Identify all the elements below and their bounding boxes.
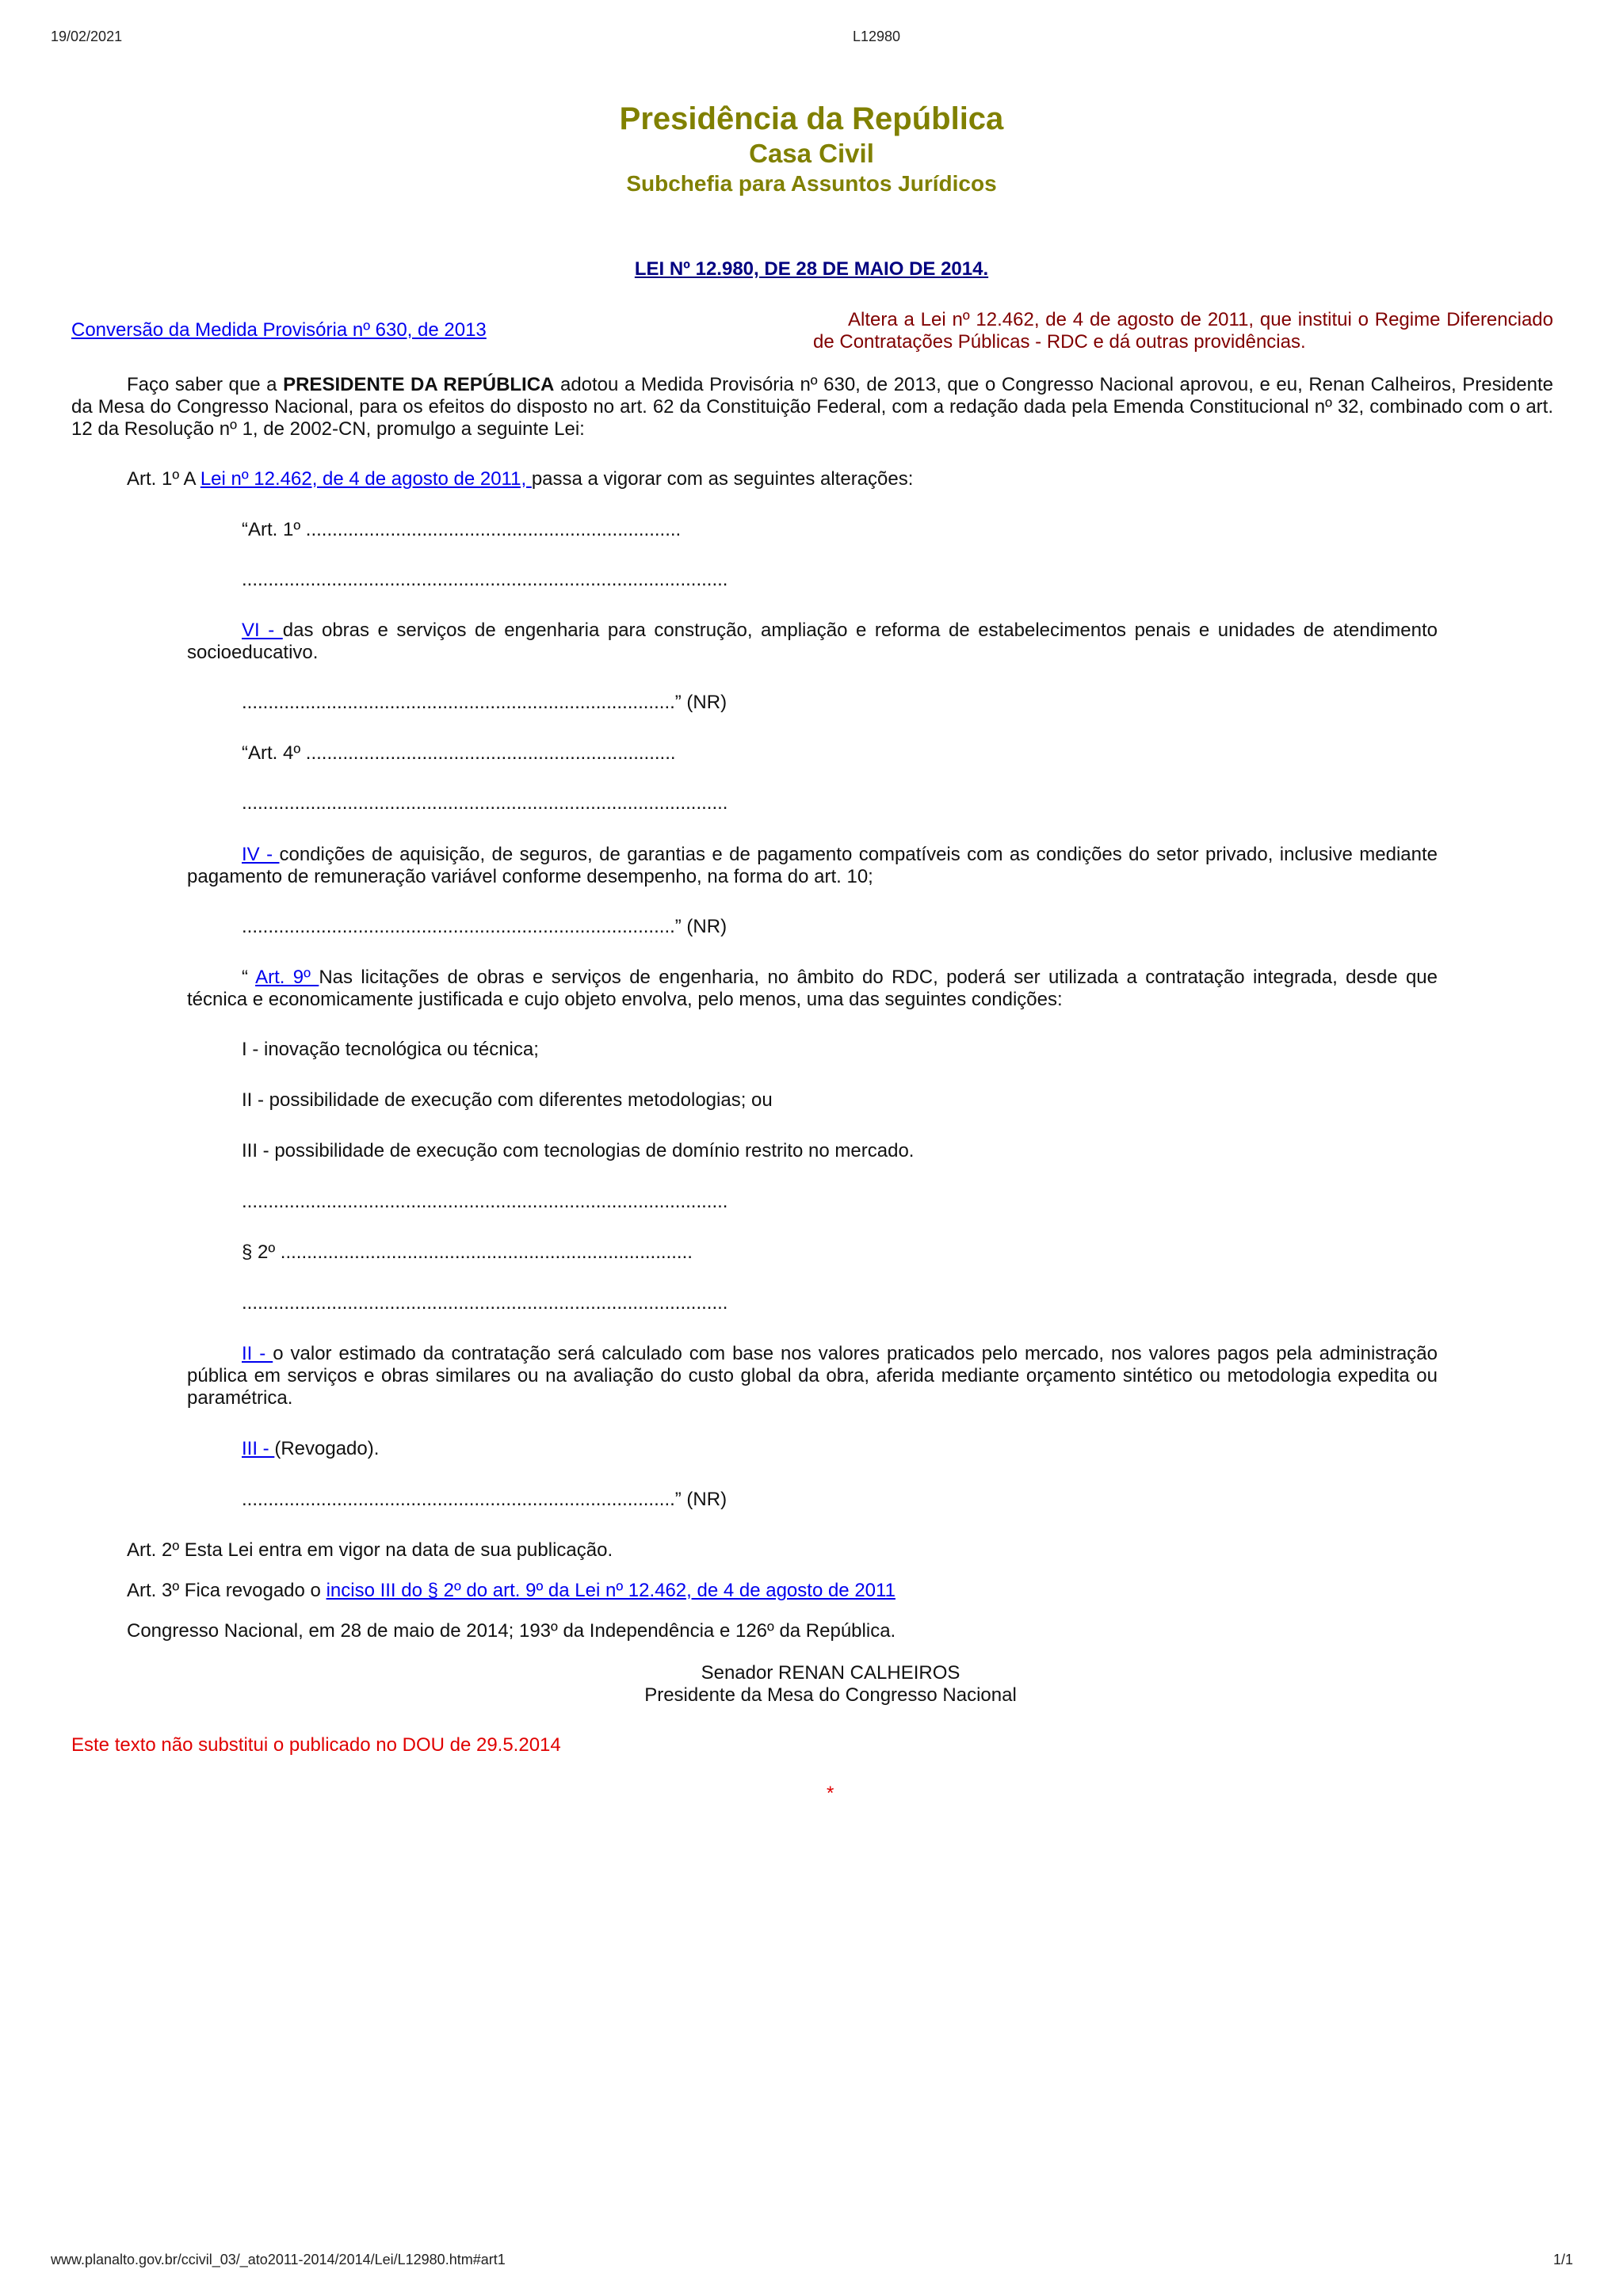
inciso-i: I - inovação tecnológica ou técnica; — [242, 1039, 539, 1060]
dou-disclaimer: Este texto não substitui o publicado no DOU de 29.5.2014 — [71, 1734, 561, 1756]
banner-casa-civil: Casa Civil — [749, 139, 874, 168]
article-3-text: Art. 3º Fica revogado o — [127, 1580, 327, 1601]
article-1-text-end: passa a vigorar com as seguintes alterações: — [531, 468, 914, 490]
item-iv-text: condições de aquisição, de seguros, de garantias e de pagamento compatíveis com as condições do setor privado, inclusive mediante pagamento de remuneração variável conforme desempenho, na forma do art. 10; — [187, 844, 1438, 887]
art9-link[interactable]: Art. 9º — [255, 967, 319, 988]
item-vi-link[interactable]: VI - — [242, 620, 283, 641]
law-title-link[interactable]: LEI Nº 12.980, DE 28 DE MAIO DE 2014. — [634, 258, 989, 280]
amend-art1-open: “Art. 1º ....................................................................... — [242, 519, 682, 540]
print-page-number: 1/1 — [1553, 2252, 1574, 2267]
art9-text: Nas licitações de obras e serviços de engenharia, no âmbito do RDC, poderá ser utilizada a contratação integrada, desde que técnica e economicamente justificada e cujo objeto envolva, pelo menos, uma das seguintes condições: — [187, 967, 1438, 1010]
signatory-role: Presidente da Mesa do Congresso Nacional — [644, 1684, 1017, 1706]
item-ii-link[interactable]: II - — [242, 1343, 273, 1364]
paragraph-2: § 2º .............................................................................. — [242, 1241, 693, 1263]
item-iii — [242, 1438, 379, 1460]
signature-block — [0, 1662, 1623, 1707]
asterisk-mark: * — [827, 1783, 834, 1804]
open-quote: “ — [242, 967, 256, 988]
inciso-iii: III - possibilidade de execução com tecnologias de domínio restrito no mercado. — [242, 1140, 915, 1161]
banner-presidency: Presidência da República — [619, 101, 1004, 136]
item-iii-link[interactable]: III - — [242, 1438, 275, 1459]
preamble-text-start: Faço saber que a — [127, 374, 284, 395]
item-iii-text: (Revogado). — [274, 1438, 380, 1459]
ellipsis-line: ............................................................................................ — [242, 569, 728, 590]
amend-art9 — [187, 967, 1438, 1011]
item-iv — [187, 844, 1438, 888]
revoked-inciso-link[interactable]: inciso III do § 2º do art. 9º da Lei nº 12.462, de 4 de agosto de 2011 — [326, 1580, 896, 1601]
closing-line: Congresso Nacional, em 28 de maio de 2014; 193º da Independência e 126º da República. — [127, 1620, 896, 1642]
signatory-name: Senador RENAN CALHEIROS — [701, 1662, 960, 1684]
amend-close-nr: ..................................................................................” (NR) — [242, 1489, 727, 1510]
ellipsis-line: ............................................................................................ — [242, 1191, 728, 1212]
preamble-text-end: adotou a Medida Provisória nº 630, de 2013, que o Congresso Nacional aprovou, e eu, Renan Calheiros, Presidente da Mesa do Congresso Nacional, para os efeitos do disposto no art. 62 da Constituição Federal, com a redação dada pela Emenda Constitucional nº 32, combinado com o art. 12 da Resolução nº 1, de 2002-CN, promulgo a seguinte Lei: — [71, 374, 1553, 440]
amend-art4-open: “Art. 4º ...................................................................... — [242, 742, 676, 764]
print-date: 19/02/2021 — [51, 29, 123, 44]
amend-close-nr: ..................................................................................” (NR) — [242, 916, 727, 937]
preamble — [71, 374, 1553, 441]
ellipsis-line: ............................................................................................ — [242, 1292, 728, 1314]
print-doc-id: L12980 — [853, 29, 901, 44]
article-1-text: Art. 1º A — [127, 468, 200, 490]
item-vi-text: das obras e serviços de engenharia para construção, ampliação e reforma de estabelecimentos penais e unidades de atendimento socioeducativo. — [187, 620, 1438, 663]
article-3 — [127, 1580, 896, 1602]
item-vi — [187, 620, 1438, 664]
banner-subchefia: Subchefia para Assuntos Jurídicos — [626, 171, 997, 196]
article-1 — [127, 468, 913, 490]
item-ii-text: o valor estimado da contratação será calculado com base nos valores praticados pelo mercado, nos valores pagos pela administração pública em serviços e obras similares ou na avaliação do custo global da obra, aferida mediante orçamento sintético ou metodologia expedita ou paramétrica. — [187, 1343, 1438, 1409]
lei-12462-link[interactable]: Lei nº 12.462, de 4 de agosto de 2011, — [200, 468, 532, 490]
government-banner — [0, 100, 1623, 198]
item-ii — [187, 1343, 1438, 1409]
law-title — [0, 258, 1623, 280]
ementa: Altera a Lei nº 12.462, de 4 de agosto de 2011, que institui o Regime Diferenciado de Contratações Públicas - RDC e dá outras providências. — [813, 309, 1553, 353]
preamble-bold: PRESIDENTE DA REPÚBLICA — [283, 374, 555, 395]
inciso-ii: II - possibilidade de execução com diferentes metodologias; ou — [242, 1089, 773, 1111]
conversion-link[interactable]: Conversão da Medida Provisória nº 630, de 2013 — [71, 319, 487, 341]
ellipsis-line: ............................................................................................ — [242, 792, 728, 814]
amend-close-nr: ..................................................................................” (NR) — [242, 692, 727, 713]
print-url: www.planalto.gov.br/ccivil_03/_ato2011-2014/2014/Lei/L12980.htm#art1 — [51, 2252, 506, 2267]
article-2: Art. 2º Esta Lei entra em vigor na data de sua publicação. — [127, 1539, 613, 1561]
item-iv-link[interactable]: IV - — [242, 844, 280, 865]
